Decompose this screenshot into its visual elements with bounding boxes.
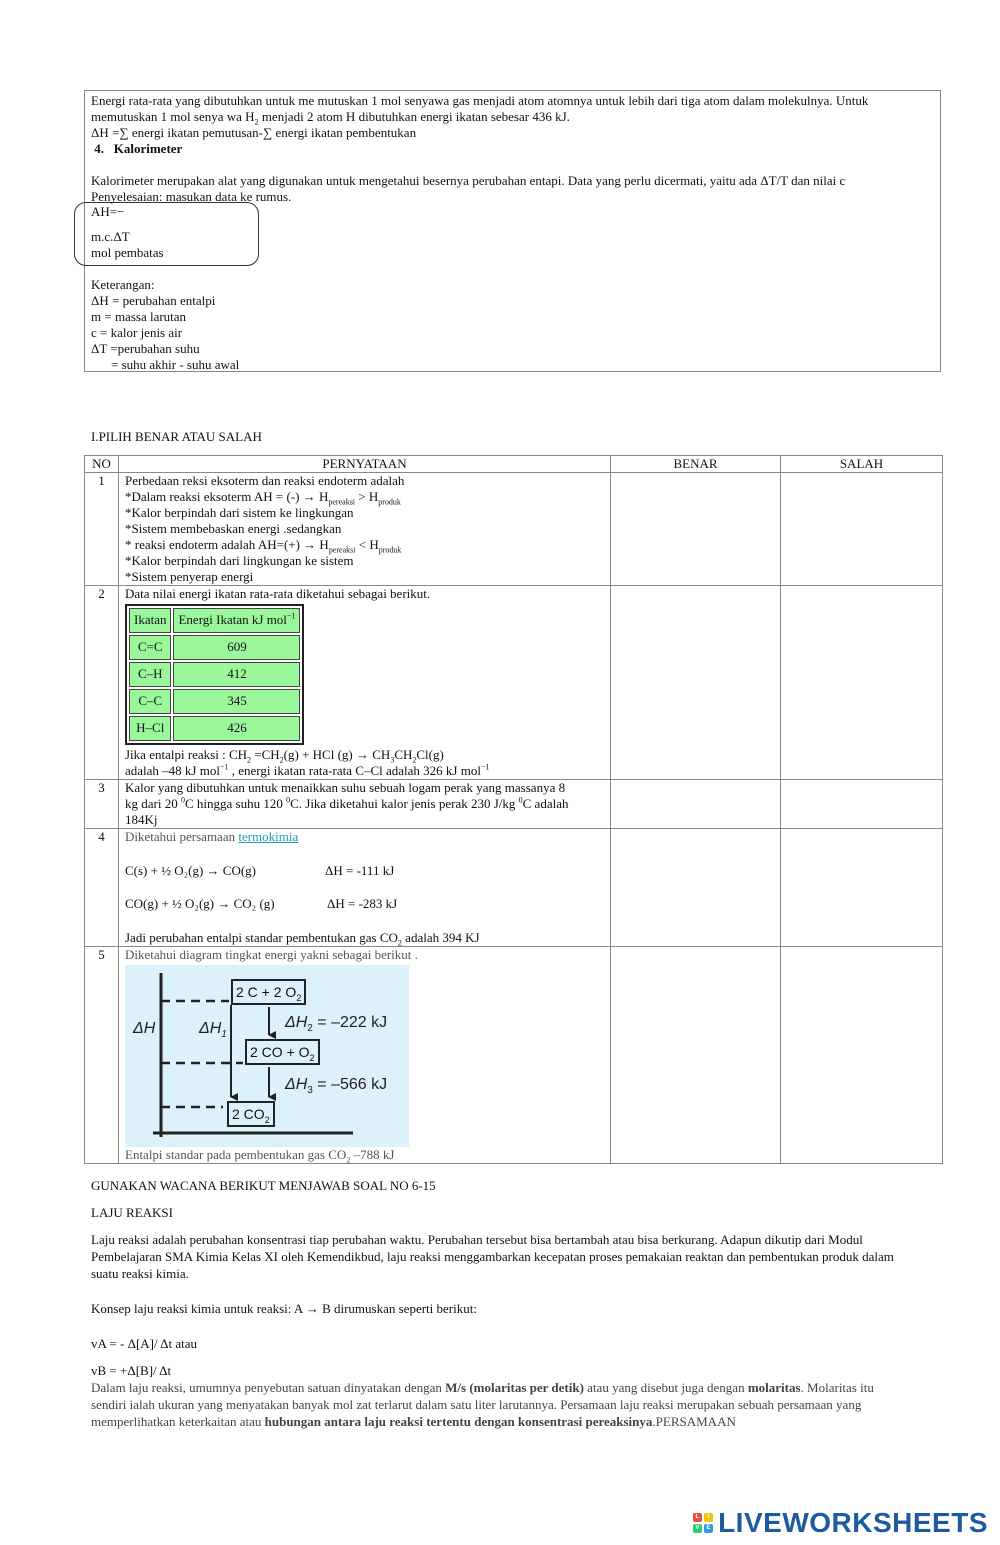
statement-4: Diketahui persamaan termokimia C(s) + ½ O₂(g) → CO(g) ΔH = -111 kJ CO(g) + ½ O₂(g) → CO₂ (g) ΔH = -283 kJ Jadi perubahan entalpi standar pembentukan gas $CO_2$ adalah 394 KJ: [119, 829, 611, 947]
note-2: m = massa larutan: [91, 309, 187, 324]
header-no: NO: [85, 456, 119, 473]
table-header-row: [85, 456, 943, 473]
level-box-2: 2 CO + $O_2$: [245, 1039, 320, 1065]
liveworksheets-logo: [693, 1507, 988, 1538]
section-title: I.PILIH BENAR ATAU SALAH: [91, 429, 262, 444]
statement-1: Perbedaan reksi eksoterm dan reaksi endoterm adalah *Dalam reaksi eksoterm AH = (-) → $H_{pereaksi} > H_{produk}$ *Kalor berpindah dari sistem ke lingkungan *Sistem membebaskan energi .sedangkan * reaksi endoterm adalah $AH=(+) \to H_{pereaksi} < H_{produk}$ *Kalor berpindah dari lingkungan ke sistem *Sistem penyerap energi: [119, 473, 611, 586]
level-box-1: 2 C + 2 $O_2$: [231, 979, 306, 1005]
formula-highlight-circle: [74, 202, 259, 266]
row-number: 4: [85, 829, 119, 947]
answer-benar-1[interactable]: [611, 473, 781, 586]
theory-line-3: ΔH =∑ energi ikatan pemutusan-∑ energi ikatan pembentukan: [91, 125, 417, 140]
bond-energy: 609: [173, 635, 300, 660]
note-5: = suhu akhir - suhu awal: [111, 357, 240, 372]
row-number: 2: [85, 586, 119, 780]
answer-benar-4[interactable]: [611, 829, 781, 947]
bond-energy: 345: [173, 689, 300, 714]
statement-3: Kalor yang dibutuhkan untuk menaikkan suhu sebuah logam perak yang massanya 8 kg dari 20 $^0$C hingga suhu 120 $^0$C. Jika diketahui kalor jenis perak 230 J/kg $^0$C adalah 184Kj: [119, 780, 611, 829]
bond-name: C–H: [129, 662, 171, 687]
termokimia-link[interactable]: termokimia: [238, 829, 299, 844]
kalorimeter-desc: Kalorimeter merupakan alat yang digunakan untuk mengetahui besernya perubahan entapi. Data yang perlu dicermati, yaitu ada ΔT/T dan nilai c: [91, 173, 846, 188]
table-row: [85, 947, 943, 1164]
answer-benar-2[interactable]: [611, 586, 781, 780]
row-number: 1: [85, 473, 119, 586]
answer-benar-3[interactable]: [611, 780, 781, 829]
header-benar: BENAR: [611, 456, 781, 473]
rate-formula-2: vB = +Δ[B]/ Δt: [91, 1363, 172, 1378]
bond-energy: 426: [173, 716, 300, 741]
dh2-value: $\Delta H_2 = -222$ kJ: [285, 1014, 388, 1035]
logo-text: LIVEWORKSHEETS: [718, 1507, 988, 1538]
theory-line-2: memutuskan 1 mol senya wa $H_2$ menjadi 2 atom H dibutuhkan energi ikatan sebesar 436 kJ.: [91, 109, 570, 127]
bond-name: H–Cl: [129, 716, 171, 741]
reading-instruction: GUNAKAN WACANA BERIKUT MENJAWAB SOAL NO 6-15: [91, 1178, 436, 1193]
answer-salah-3[interactable]: [781, 780, 943, 829]
note-4: ΔT =perubahan suhu: [91, 341, 200, 356]
table-row: [85, 473, 943, 586]
bond-name: C–C: [129, 689, 171, 714]
row-number: 5: [85, 947, 119, 1164]
note-1: ΔH = perubahan entalpi: [91, 293, 216, 308]
reading-title: LAJU REAKSI: [91, 1205, 173, 1220]
reading-paragraph-1: Laju reaksi adalah perubahan konsentrasi tiap perubahan waktu. Perubahan tersebut bisa bertambah atau bisa berkurang. Adapun dikutip dari Modul Pembelajaran SMA Kimia Kelas XI oleh Kemendikbud, laju reaksi menggambarkan kecepatan proses pemakaian reaktan dan pembentukan produk dalam suatu reaksi kimia.: [91, 1232, 894, 1281]
answer-salah-4[interactable]: [781, 829, 943, 947]
answer-salah-2[interactable]: [781, 586, 943, 780]
bond-header-energi: Energi Ikatan kJ mol$^{-1}$: [173, 608, 300, 633]
theory-box: Energi rata-rata yang dibutuhkan untuk me mutuskan 1 mol senyawa gas menjadi atom atomnya untuk lebih dari tiga atom dalam molekulnya. Untuk memutuskan 1 mol senya wa $H_2$ menjadi 2 atom H dibutuhkan energi ikatan sebesar 436 kJ. ΔH =∑ energi ikatan pemutusan-∑ energi ikatan pembentukan 4. Kalorimeter Kalorimeter merupakan alat yang digunakan untuk mengetahui besernya perubahan entapi. Data yang perlu dicermati, yaitu ada ΔT/T dan nilai c Penyelesaian: masukan data ke rumus. AH=− m.c.ΔT mol pembatas Keterangan: ΔH = perubahan entalpi m = massa larutan c = kalor jenis air ΔT =perubahan suhu = suhu akhir - suhu awal: [84, 90, 941, 372]
reading-paragraph-3: Dalam laju reaksi, umumnya penyebutan satuan dinyatakan dengan M/s (molaritas per detik) atau yang disebut juga dengan molaritas. Molaritas itu sendiri ialah ukuran yang menyatakan banyak mol zat terlarut dalam satu liter larutannya. Persamaan laju reaksi merupakan sebuah persamaan yang memperlihatkan keterkaitan atau hubungan antara laju reaksi tertentu dengan konsentrasi pereaksinya.PERSAMAAN: [91, 1380, 874, 1429]
notes-title: Keterangan:: [91, 277, 155, 292]
bond-header-ikatan: Ikatan: [129, 608, 171, 633]
statement-2: Data nilai energi ikatan rata-rata diketahui sebagai berikut. Ikatan Energi Ikatan kJ mol$^{-1}$ C=C 609 C–H 412 C–C 345 H–Cl 426 Jika entalpi reaksi : $CH_2 =CH_2(g)$ + HCl $(g) \to CH_3CH_2Cl(g)$ adalah –48 kJ mol$^{-1}$ , energi ikatan rata-rata C–Cl adalah 326 kJ mol$^{-1}$: [119, 586, 611, 780]
level-box-3: 2 $CO_2$: [227, 1101, 275, 1127]
header-salah: SALAH: [781, 456, 943, 473]
answer-salah-5[interactable]: [781, 947, 943, 1164]
answer-salah-1[interactable]: [781, 473, 943, 586]
table-row: [85, 586, 943, 780]
logo-mark-icon: L I V E: [693, 1513, 713, 1533]
solution-text: Penyelesaian: masukan data ke rumus.: [91, 189, 292, 204]
answer-benar-5[interactable]: [611, 947, 781, 1164]
bond-name: C=C: [129, 635, 171, 660]
formula: AH=−: [91, 204, 125, 220]
bond-energy: 412: [173, 662, 300, 687]
statement-5: Diketahui diagram tingkat energi yakni sebagai berikut . ΔH $\Delta H_1$ 2 C + 2 $O_2$ 2 CO + $O_2$ 2 $CO_2$ $\Delta H_2 = -222$ kJ $\Delta H_3 = -566$ kJ Entalpi standar pada pembentukan gas $CO_2$ –788 kJ: [119, 947, 611, 1164]
energy-level-diagram: [125, 965, 409, 1147]
true-false-table: [84, 455, 943, 1164]
table-row: [85, 780, 943, 829]
kalorimeter-heading: 4. Kalorimeter: [94, 141, 183, 156]
bond-energy-table: [125, 604, 304, 745]
reading-paragraph-2: Konsep laju reaksi kimia untuk reaksi: A → B dirumuskan seperti berikut:: [91, 1301, 477, 1316]
dh-total-label: ΔH: [133, 1020, 156, 1037]
rate-formula-1: vA = - Δ[A]/ Δt atau: [91, 1336, 198, 1351]
table-row: [85, 829, 943, 947]
header-statement: PERNYATAAN: [119, 456, 611, 473]
dh3-value: $\Delta H_3 = -566$ kJ: [285, 1076, 388, 1097]
dh1-label: $\Delta H_1$: [199, 1020, 227, 1041]
theory-line-1: Energi rata-rata yang dibutuhkan untuk me mutuskan 1 mol senyawa gas menjadi atom atomnya untuk lebih dari tiga atom dalam molekulnya. Untuk: [91, 93, 869, 108]
note-3: c = kalor jenis air: [91, 325, 183, 340]
row-number: 3: [85, 780, 119, 829]
